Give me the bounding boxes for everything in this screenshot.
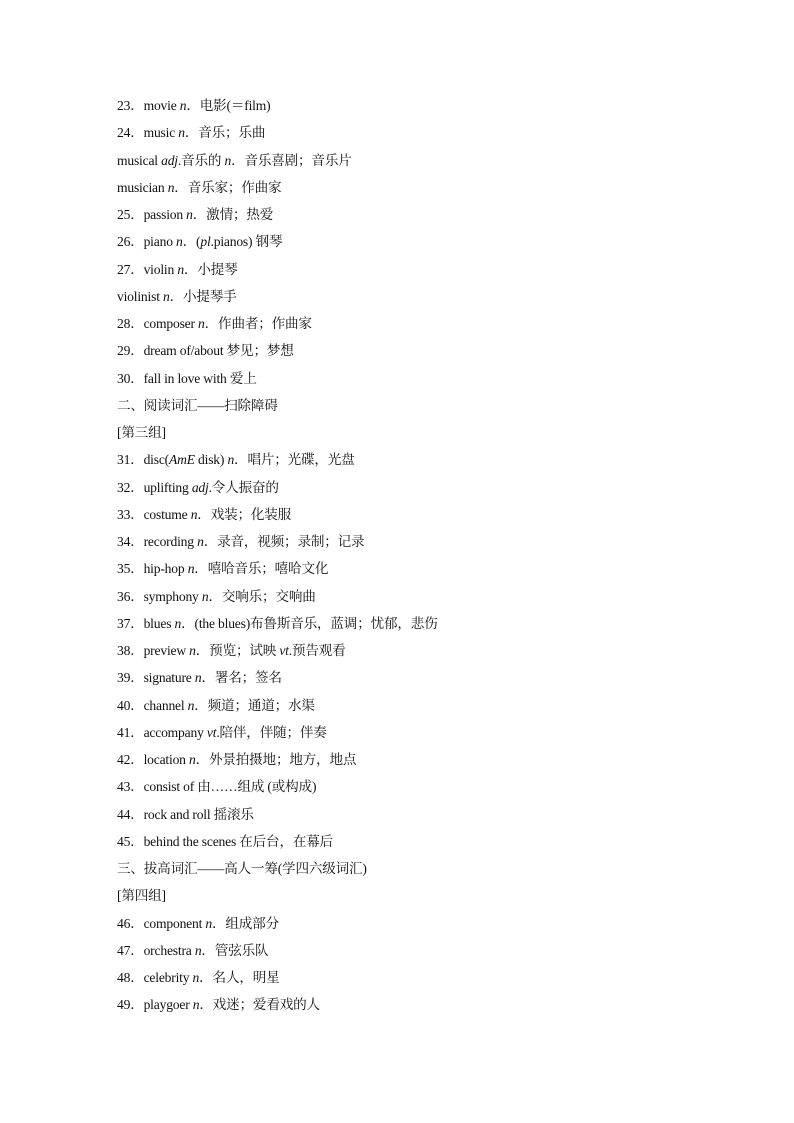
line-text: 34．recording [117,534,198,549]
line-text: ．名人，明星 [199,970,280,985]
line-text: 二、阅读词汇——扫除障碍 [117,397,278,413]
part-of-speech: n [198,316,205,331]
line-text: musical [117,152,162,168]
line-text: ．频道；通道；水渠 [194,697,315,713]
part-of-speech: adj [191,479,209,495]
vocabulary-list [117,92,737,1019]
vocab-line [117,310,737,337]
vocab-line [117,937,737,964]
line-text: ．戏装；化装服 [197,506,292,522]
vocab-line [117,419,737,446]
vocab-line [117,283,737,310]
line-text: ．外景拍摄地；地方，地点 [195,752,357,767]
vocab-line [117,392,737,419]
line-text: .令人振奋的 [208,479,279,495]
line-text: .陪伴，伴随；伴奏 [216,724,327,740]
part-of-speech: vt [206,724,217,740]
line-text: ．小提琴 [183,261,238,277]
part-of-speech: n [178,125,185,141]
vocab-line [117,528,737,555]
line-text: disk) [194,452,228,468]
vocab-line [117,555,737,582]
part-of-speech: n [205,915,212,931]
line-text: 36．symphony [117,588,202,604]
vocab-line [117,664,737,691]
line-text: 26．piano [117,234,176,250]
line-text: ．电影(＝film) [186,98,271,113]
part-of-speech: n [174,615,182,631]
line-text: ．激情；热爱 [192,207,274,222]
part-of-speech: n [192,970,200,985]
part-of-speech: n [177,261,184,277]
vocab-line [117,174,737,201]
line-text: ．音乐喜剧；音乐片 [231,152,352,168]
part-of-speech: n [192,997,200,1013]
part-of-speech: n [190,506,198,522]
line-text: 29．dream of/about 梦见；梦想 [117,343,294,359]
line-text: ．作曲者；作曲家 [204,316,312,331]
line-text: 23．movie [117,98,180,113]
line-text: musician [117,179,168,195]
line-text: ．音乐家；作曲家 [174,179,282,195]
part-of-speech: n [194,942,202,958]
line-text: 47．orchestra [117,942,195,958]
part-of-speech: n [201,588,209,604]
line-text: ．录音，视频；录制；记录 [203,534,365,549]
line-text: [第三组] [117,425,166,440]
vocab-line [117,692,737,719]
vocab-line [117,365,737,392]
vocab-line [117,474,737,501]
part-of-speech: AmE [169,452,195,468]
line-text: 48．celebrity [117,970,193,985]
line-text: ．唱片；光碟，光盘 [234,452,355,468]
vocab-line [117,147,737,174]
line-text: ．交响乐；交响曲 [208,588,316,604]
vocab-line [117,501,737,528]
part-of-speech: vt [279,643,289,658]
vocab-line [117,882,737,909]
part-of-speech: n [188,752,196,767]
vocab-line [117,746,737,773]
line-text: 44．rock and roll 摇滚乐 [117,806,254,822]
line-text: 49．playgoer [117,997,193,1013]
line-text: .预告观看 [288,643,346,658]
vocab-line [117,801,737,828]
part-of-speech: n [162,288,170,304]
line-text: ．( [182,234,201,250]
line-text: 43．consist of 由……组成 (或构成) [117,779,317,795]
line-text: 30．fall in love with 爱上 [117,370,257,386]
line-text: 40．channel [117,697,188,713]
vocab-line [117,828,737,855]
part-of-speech: n [194,670,202,686]
line-text: 38．preview [117,643,190,658]
vocab-line [117,583,737,610]
part-of-speech: n [187,561,195,577]
vocab-line [117,991,737,1018]
vocab-line [117,855,737,882]
line-text: .音乐的 [177,152,225,168]
line-text: 31．disc( [117,452,170,468]
part-of-speech: n [197,534,204,549]
line-text: 41．accompany [117,724,207,740]
line-text: ．署名；签名 [201,670,282,686]
vocab-line [117,719,737,746]
part-of-speech: n [227,452,235,468]
line-text: ．(the blues)布鲁斯音乐，蓝调；忧郁，悲伤 [181,615,438,631]
line-text: 32．uplifting [117,479,192,495]
line-text: ．小提琴手 [169,288,237,304]
vocab-line [117,964,737,991]
vocab-line [117,201,737,228]
vocab-line [117,228,737,255]
part-of-speech: n [187,697,195,713]
vocab-line [117,256,737,283]
line-text: 39．signature [117,670,195,686]
line-text: [第四组] [117,888,166,904]
line-text: .pianos) 钢琴 [210,234,283,250]
vocab-line [117,637,737,664]
part-of-speech: n [189,643,196,658]
line-text: 24．music [117,125,179,141]
vocab-line [117,446,737,473]
line-text: 27．violin [117,261,178,277]
vocab-line [117,773,737,800]
part-of-speech: n [224,152,232,168]
vocab-line [117,910,737,937]
part-of-speech: adj [161,152,178,168]
vocab-line [117,610,737,637]
line-text: violinist [117,288,163,304]
vocab-line [117,119,737,146]
line-text: ．预览；试映 [195,643,280,658]
line-text: ．组成部分 [212,915,279,931]
line-text: ．音乐；乐曲 [184,125,266,141]
line-text: ．嘻哈音乐；嘻哈文化 [194,561,329,577]
part-of-speech: n [179,98,187,113]
line-text: 三、拔高词汇——高人一筹(学四六级词汇) [117,861,367,876]
line-text: ．管弦乐队 [201,942,269,958]
part-of-speech: pl [200,234,211,250]
part-of-speech: n [167,179,175,195]
line-text: 37．blues [117,615,175,631]
line-text: ．戏迷；爱看戏的人 [199,997,320,1013]
line-text: 42．location [117,752,189,767]
vocab-line [117,92,737,119]
line-text: 25．passion [117,207,187,222]
line-text: 35．hip-hop [117,561,188,577]
line-text: 46．component [117,915,206,931]
part-of-speech: n [186,207,193,222]
part-of-speech: n [176,234,183,250]
line-text: 45．behind the scenes 在后台，在幕后 [117,833,334,849]
line-text: 33．costume [117,506,191,522]
vocab-line [117,337,737,364]
line-text: 28．composer [117,316,199,331]
